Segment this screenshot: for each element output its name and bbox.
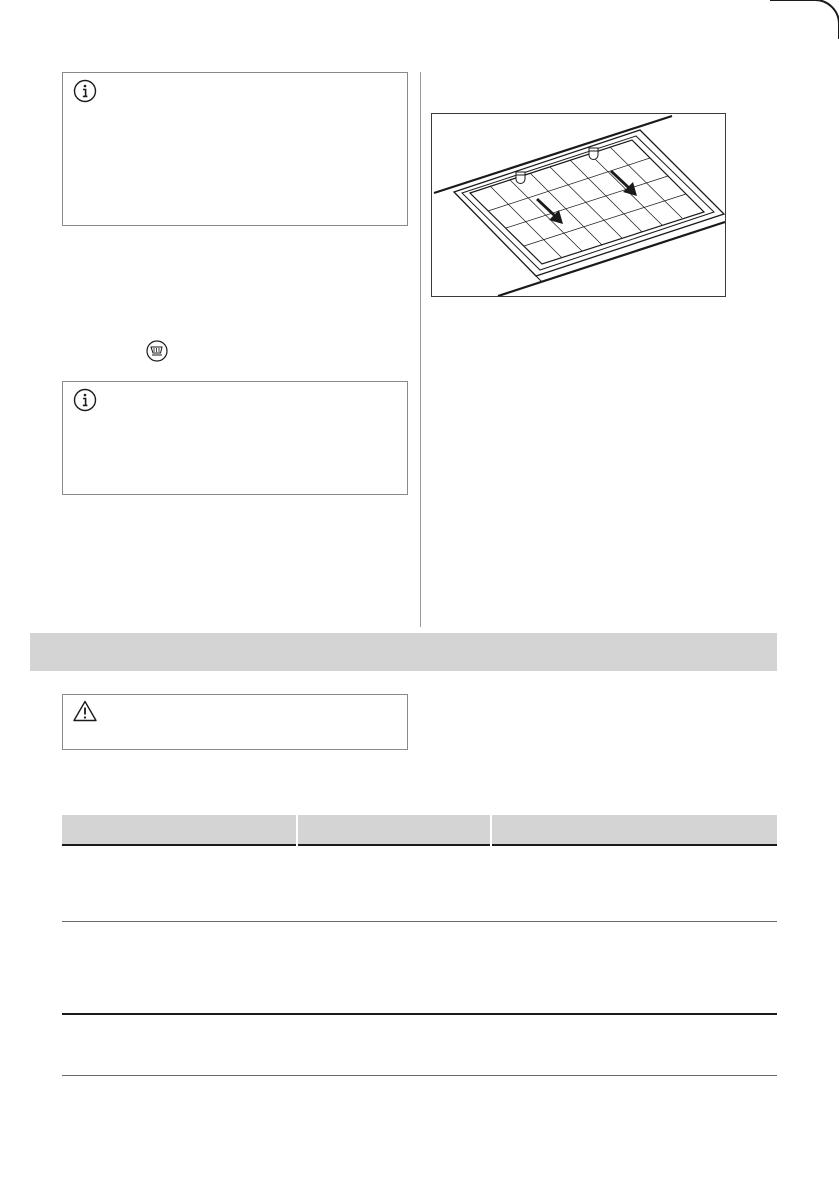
warning-note (62, 694, 408, 750)
warning-triangle-icon (73, 700, 97, 722)
info-note-1 (62, 72, 408, 226)
table-row-divider (62, 1013, 777, 1015)
grease-filter-removal-figure (431, 113, 726, 297)
table-column-separator (490, 815, 492, 846)
info-icon (73, 388, 97, 412)
section-header-bar (30, 633, 777, 671)
table-header (62, 815, 777, 846)
filter-illustration (432, 114, 725, 296)
table-column-separator (296, 815, 298, 846)
info-note-2 (62, 381, 408, 495)
table-row-divider (62, 1075, 777, 1076)
column-divider (420, 72, 421, 627)
table-row-divider (62, 921, 777, 922)
grease-filter-icon (146, 340, 168, 362)
corner-mark (770, 0, 839, 39)
info-icon (73, 79, 97, 103)
